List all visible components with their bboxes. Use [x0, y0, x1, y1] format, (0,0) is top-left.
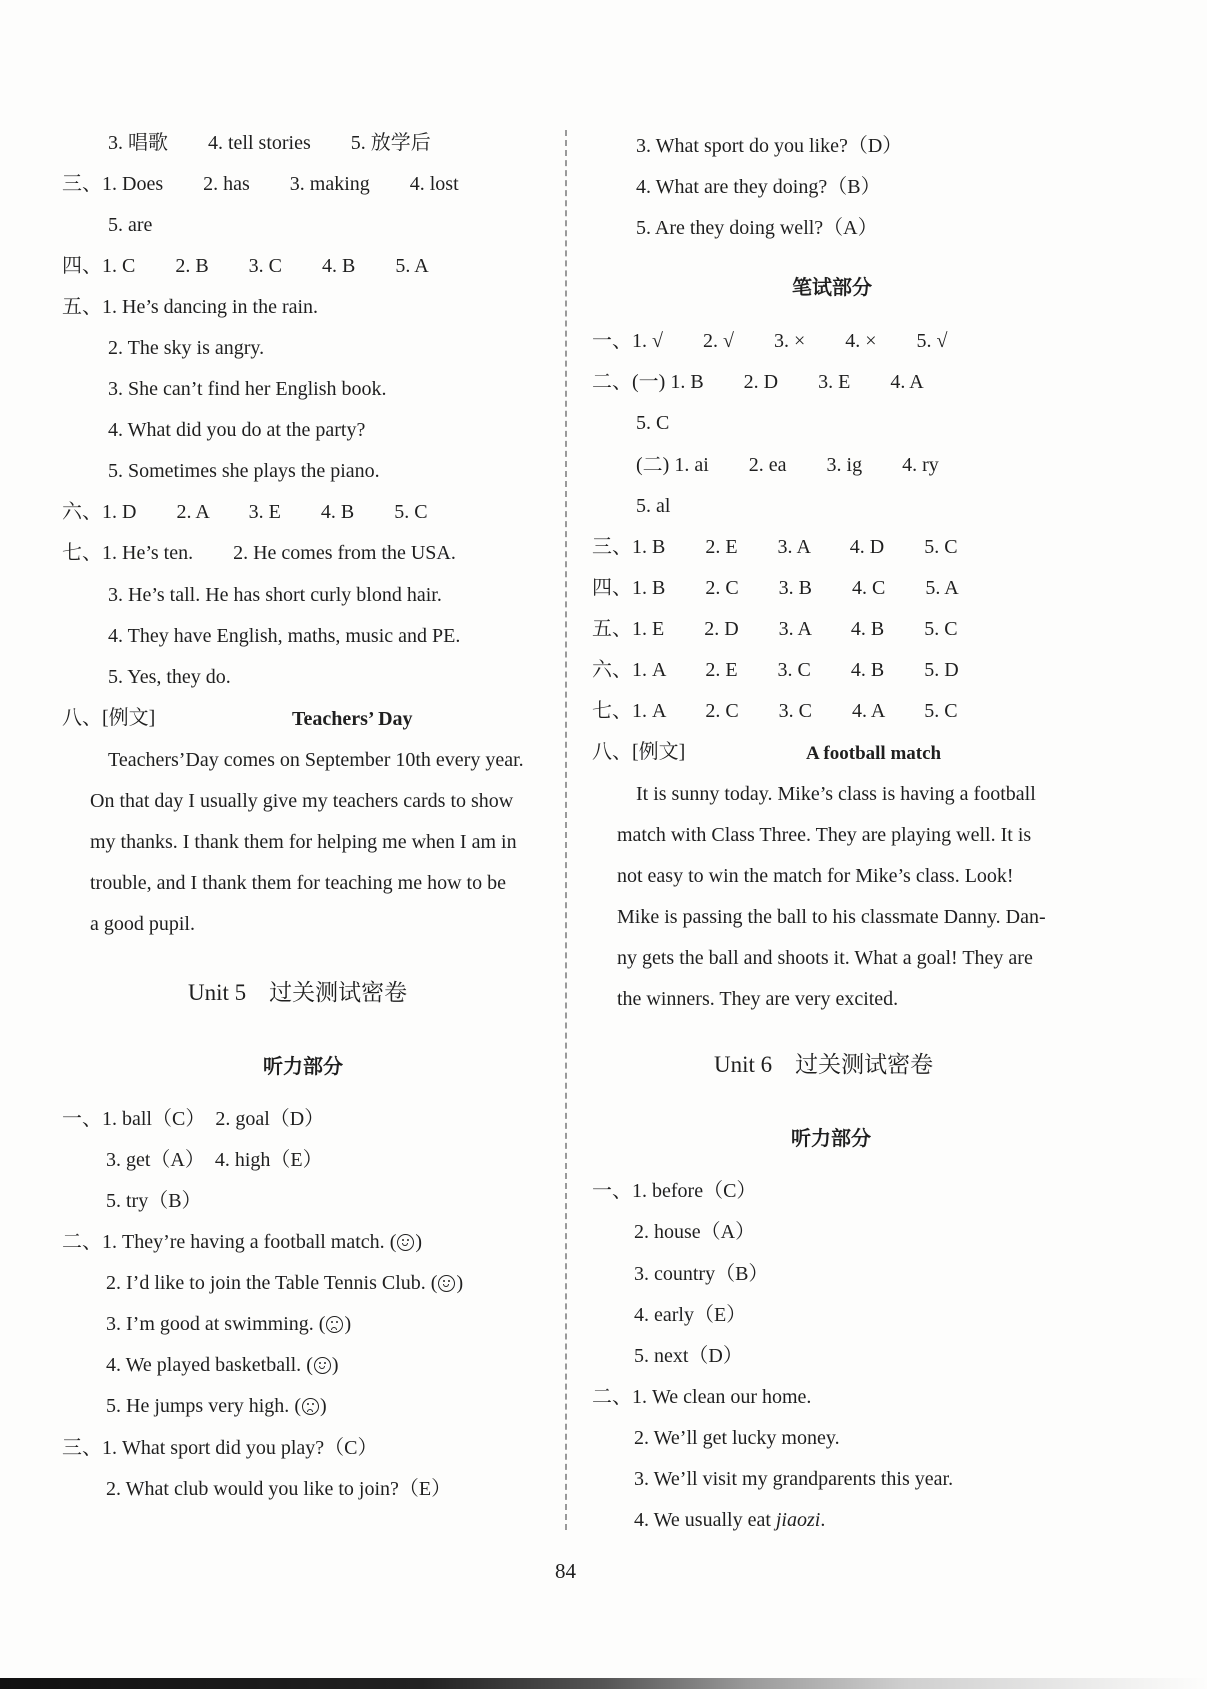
answer-line: 2. What club would you like to join?（E）: [106, 1478, 452, 1500]
answer-line: 3. We’ll visit my grandparents this year.: [634, 1468, 954, 1490]
answer-line: 5. Sometimes she plays the piano.: [108, 460, 380, 482]
happy-face-icon: [314, 1357, 331, 1374]
essay-line: match with Class Three. They are playing well. It is: [617, 824, 1032, 846]
sad-face-icon: [302, 1398, 319, 1415]
answer-line: 七、1. A 2. C 3. C 4. A 5. C: [592, 700, 958, 722]
answer-line: 3. I’m good at swimming. ( ): [106, 1313, 352, 1335]
answer-line: 4. We usually eat jiaozi.: [634, 1509, 826, 1531]
essay-line: It is sunny today. Mike’s class is having a football: [636, 783, 1036, 805]
answer-line: 四、1. B 2. C 3. B 4. C 5. A: [592, 577, 959, 599]
answer-line: 3. He’s tall. He has short curly blond hair.: [108, 584, 442, 606]
happy-face-icon: [397, 1234, 414, 1251]
sad-face-icon: [326, 1316, 343, 1333]
column-divider: [565, 130, 567, 1530]
answer-line: 三、1. B 2. E 3. A 4. D 5. C: [592, 536, 958, 558]
essay-line: not easy to win the match for Mike’s class. Look!: [617, 865, 1014, 887]
answer-line: 5. Are they doing well?（A）: [636, 217, 878, 239]
answer-line: 2. I’d like to join the Table Tennis Club. ( ): [106, 1272, 464, 1294]
answer-line: 3. She can’t find her English book.: [108, 378, 387, 400]
answer-line: 二、1. They’re having a football match. ( ): [62, 1231, 423, 1253]
essay-line: my thanks. I thank them for helping me when I am in: [90, 831, 517, 853]
essay-line: On that day I usually give my teachers cards to show: [90, 790, 514, 812]
unit-title: Unit 6 过关测试密卷: [714, 1052, 934, 1077]
answer-line: 3. country（B）: [634, 1263, 769, 1285]
section-heading: 笔试部分: [792, 277, 872, 299]
answer-line: 三、1. Does 2. has 3. making 4. lost: [62, 173, 459, 195]
answer-line: 4. We played basketball. ( ): [106, 1354, 339, 1376]
answer-line: 三、1. What sport did you play?（C）: [62, 1437, 378, 1459]
answer-line: 5. He jumps very high. ( ): [106, 1395, 327, 1417]
answer-line: 六、1. D 2. A 3. E 4. B 5. C: [62, 501, 428, 523]
essay-line: the winners. They are very excited.: [617, 988, 899, 1010]
answer-line: 3. 唱歌 4. tell stories 5. 放学后: [108, 132, 431, 154]
essay-line: trouble, and I thank them for teaching me how to be: [90, 872, 506, 894]
essay-title: Teachers’ Day: [292, 708, 413, 730]
page-number: 84: [555, 1559, 576, 1583]
answer-line: 六、1. A 2. E 3. C 4. B 5. D: [592, 659, 959, 681]
answer-line: 2. house（A）: [634, 1221, 756, 1243]
essay-line: Mike is passing the ball to his classmate Danny. Dan-: [617, 906, 1046, 928]
answer-line: 2. The sky is angry.: [108, 337, 265, 359]
answer-line: 二、(一) 1. B 2. D 3. E 4. A: [592, 371, 924, 393]
answer-line: 3. get（A） 4. high（E）: [106, 1149, 323, 1171]
answer-line: 八、[例文]: [62, 707, 156, 729]
answer-line: 4. early（E）: [634, 1304, 747, 1326]
answer-line: 2. We’ll get lucky money.: [634, 1427, 840, 1449]
answer-line: (二) 1. ai 2. ea 3. ig 4. ry: [636, 454, 939, 476]
answer-line: 5. next（D）: [634, 1345, 743, 1367]
answer-line: 3. What sport do you like?（D）: [636, 135, 903, 157]
answer-line: 八、[例文]: [592, 741, 686, 763]
answer-line: 5. C: [636, 412, 670, 434]
section-heading: 听力部分: [791, 1128, 871, 1150]
answer-line: 七、1. He’s ten. 2. He comes from the USA.: [62, 542, 456, 564]
answer-line: 4. They have English, maths, music and PE.: [108, 625, 461, 647]
answer-line: 一、1. ball（C） 2. goal（D）: [62, 1108, 325, 1130]
scan-edge: [0, 1678, 1207, 1689]
answer-line: 四、1. C 2. B 3. C 4. B 5. A: [62, 255, 429, 277]
essay-title: A football match: [806, 743, 942, 764]
unit-title: Unit 5 过关测试密卷: [188, 980, 408, 1005]
essay-line: Teachers’Day comes on September 10th every year.: [108, 749, 524, 771]
answer-line: 五、1. He’s dancing in the rain.: [62, 296, 319, 318]
answer-line: 五、1. E 2. D 3. A 4. B 5. C: [592, 618, 958, 640]
essay-line: a good pupil.: [90, 913, 195, 935]
happy-face-icon: [438, 1275, 455, 1292]
answer-line: 一、1. before（C）: [592, 1180, 757, 1202]
answer-line: 4. What did you do at the party?: [108, 419, 366, 441]
answer-line: 一、1. √ 2. √ 3. × 4. × 5. √: [592, 330, 948, 352]
answer-line: 5. al: [636, 495, 671, 517]
answer-line: 二、1. We clean our home.: [592, 1386, 812, 1408]
section-heading: 听力部分: [263, 1056, 343, 1078]
answer-line: 5. Yes, they do.: [108, 666, 231, 688]
answer-line: 5. are: [108, 214, 153, 236]
essay-line: ny gets the ball and shoots it. What a goal! They are: [617, 947, 1033, 969]
answer-line: 4. What are they doing?（B）: [636, 176, 881, 198]
answer-line: 5. try（B）: [106, 1190, 202, 1212]
